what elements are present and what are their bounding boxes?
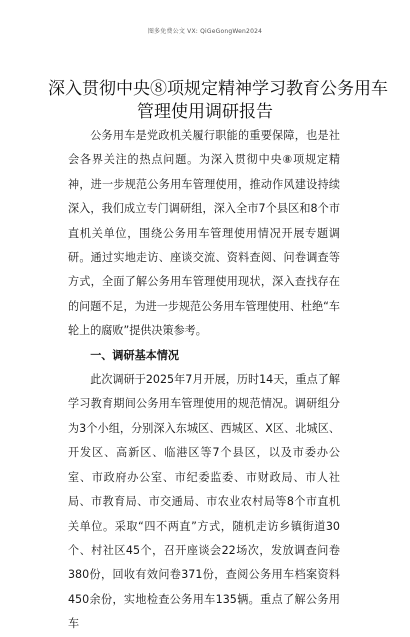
intro-paragraph: 公务用车是党政机关履行职能的重要保障，也是社会各界关注的热点问题。为深入贯彻中央⑧项规定精神，进一步规范公务用车管理使用，推动作风建设持续深入，我们成立专门调研组，深入全市7个县区和8个市直机关单位，围绕公务用车管理使用情况开展专题调研。通过实地走访、座谈交流、资料查阅、问卷调查等方式，全面了解公务用车管理使用现状，深入查找存在的问题不足，为进一步规范公务用车管理使用、杜绝“车轮上的腐败”提供决策参考。: [68, 129, 340, 338]
basic-info-paragraph: 此次调研于2025年7月开展，历时14天，重点了解学习教育期间公务用车管理使用的规范情况。调研组分为3个小组，分别深入东城区、西城区、X区、北城区、开发区、高新区、临港区等7个县区，以及市委办公室、市政府办公室、市纪委监委、市财政局、市人社局、市教育局、市交通局、市农业农村局等8个市直机关单位。采取“四不两直”方式，随机走访乡镇街道30个、村社区45个，召开座谈会22场次，发放调查问卷380份，回收有效问卷371份，查阅公务用车档案资料450余份，实地检查公务用车135辆。重点了解公务用车: [68, 373, 340, 631]
document-title: [48, 78, 388, 124]
document-title-line1: 深入贯彻中央⑧项规定精神学习教育公务用车: [48, 79, 388, 99]
document-body: [68, 124, 340, 637]
document-title-line2: 管理使用调研报告: [137, 102, 273, 122]
section-heading-basic-info: 一、调研基本情况: [90, 348, 179, 362]
header-note: 图多免费公文 VX: QiGeGongWen2024: [147, 28, 263, 35]
